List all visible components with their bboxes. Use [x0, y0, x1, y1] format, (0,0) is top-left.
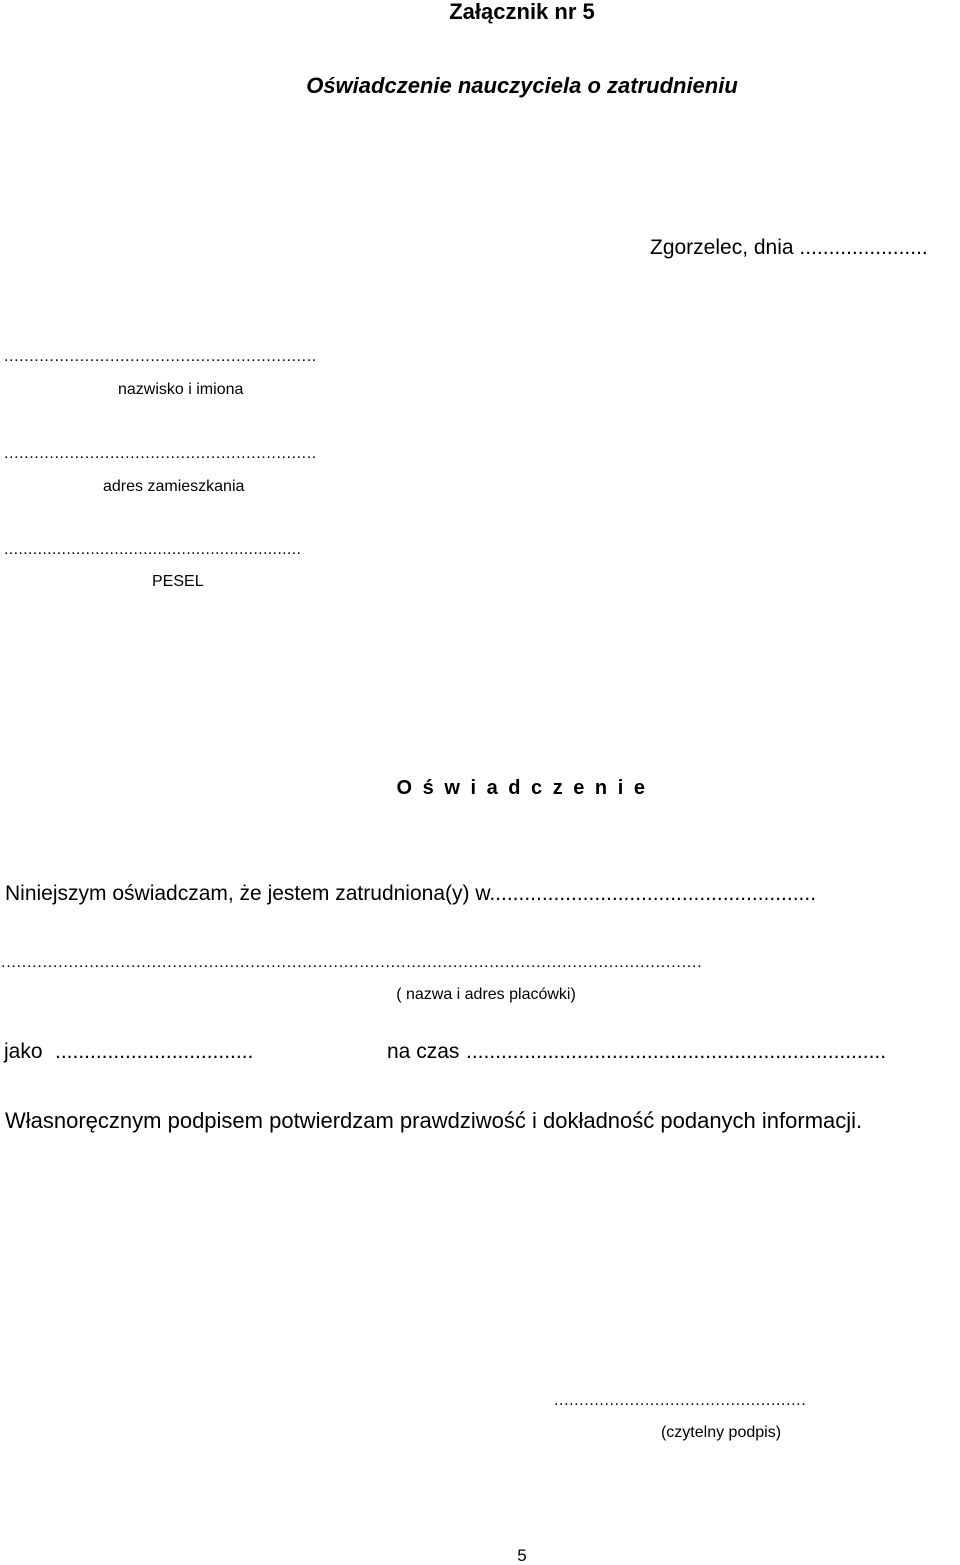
- role-dotted-line: ..................................: [55, 1040, 254, 1063]
- signature-dotted-line: ..................................................: [554, 1392, 807, 1409]
- confirmation-text: Własnoręcznym podpisem potwierdzam prawdziwość i dokładność podanych informacji.: [5, 1108, 863, 1133]
- role-label: jako: [4, 1040, 43, 1063]
- name-dotted-line: ..............................................................: [4, 348, 317, 365]
- employment-sentence: Niniejszym oświadczam, że jestem zatrudniona(y) w........................................................: [5, 882, 817, 905]
- address-caption: adres zamieszkania: [103, 478, 245, 495]
- signature-caption: (czytelny podpis): [660, 1424, 782, 1441]
- pesel-dotted-line: ..............................................................: [4, 541, 302, 558]
- place-date-field: Zgorzelec, dnia ......................: [650, 236, 928, 259]
- declaration-heading: O ś w i a d c z e n i e: [396, 777, 648, 799]
- statement-title: Oświadczenie nauczyciela o zatrudnieniu: [306, 73, 738, 98]
- period-dotted-line: ........................................................................: [466, 1040, 887, 1063]
- pesel-caption: PESEL: [152, 573, 204, 590]
- attachment-title: Załącznik nr 5: [449, 0, 595, 24]
- institution-dotted-line: .......................................................................................................................................: [1, 954, 703, 971]
- name-caption: nazwisko i imiona: [118, 381, 244, 398]
- page-number: 5: [517, 1546, 527, 1565]
- period-label: na czas: [387, 1040, 460, 1063]
- address-dotted-line: ..............................................................: [4, 445, 317, 462]
- institution-caption: ( nazwa i adres placówki): [396, 986, 576, 1003]
